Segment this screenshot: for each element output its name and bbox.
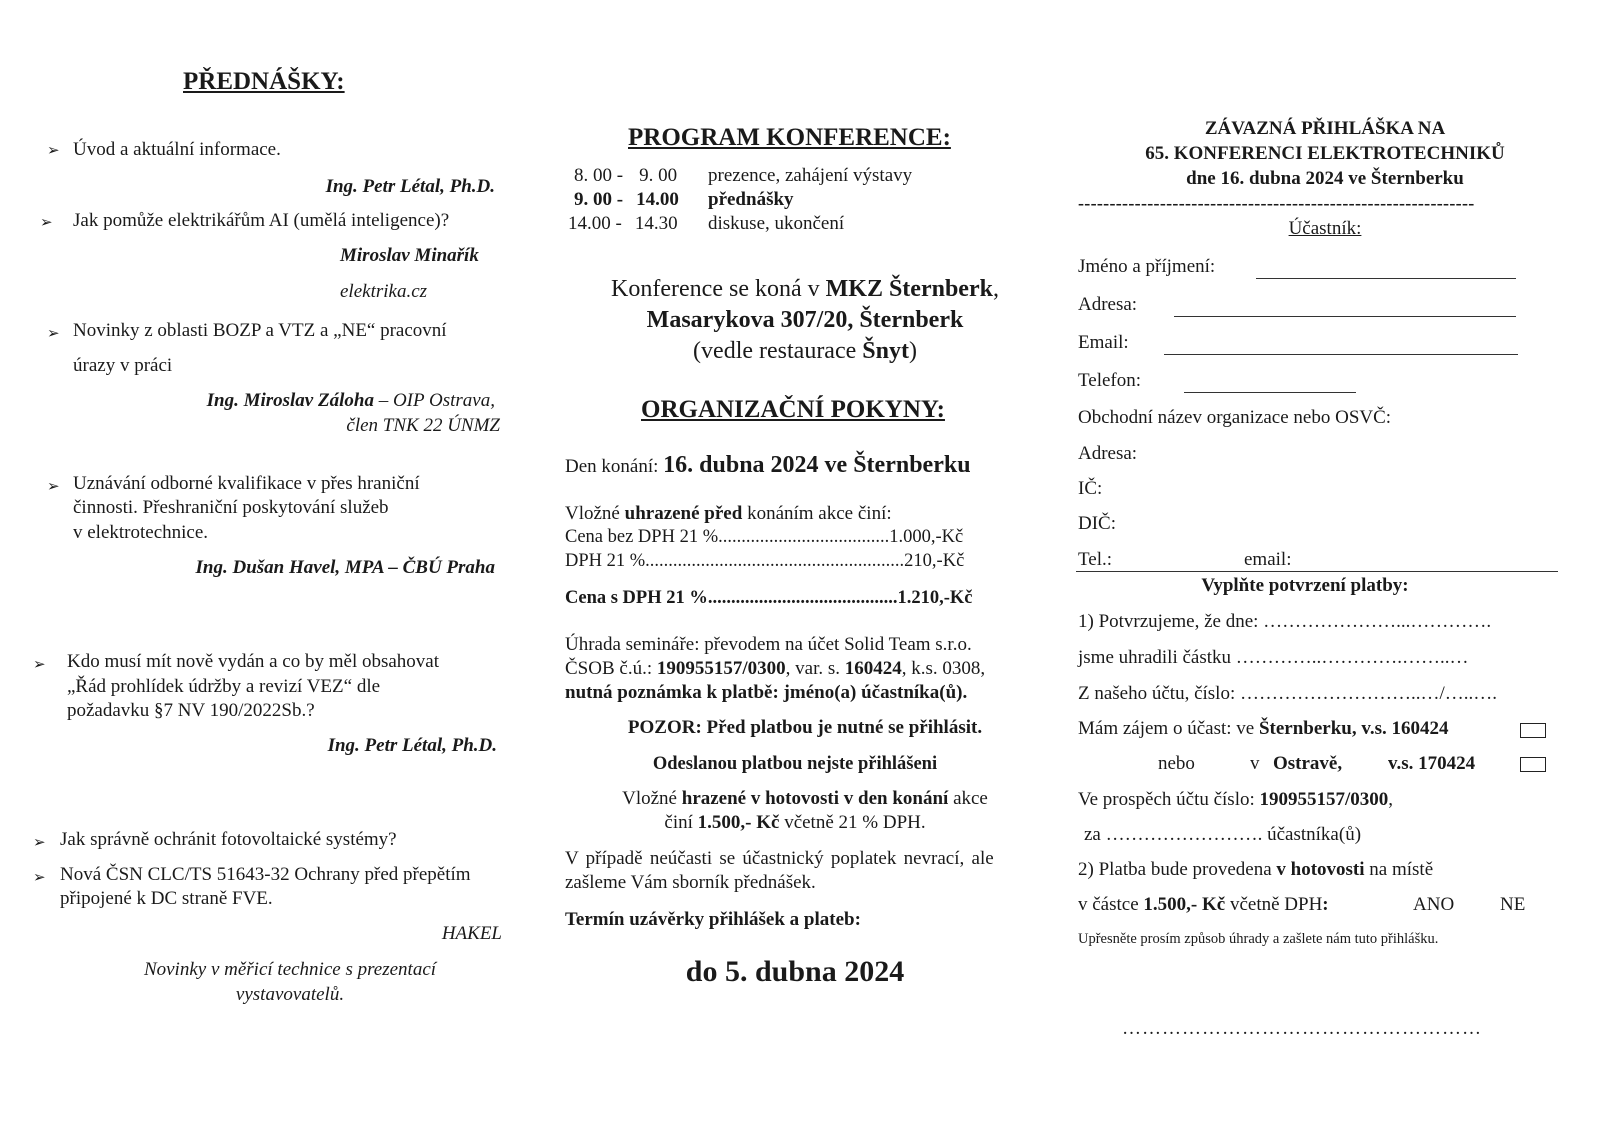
program-column	[550, 0, 1060, 1132]
schedule-time-from: 8. 00 -	[574, 165, 624, 186]
arrow-bullet-icon: ➢	[47, 326, 60, 342]
deadline-label: Termín uzávěrky přihlášek a plateb:	[565, 909, 861, 930]
venue-prefix: Konference se koná v	[611, 276, 826, 302]
fee-intro-c: konáním akce činí:	[742, 503, 892, 524]
lectures-footer-line: Novinky v měřicí technice s prezentací	[143, 959, 437, 980]
schedule-time-to: 14.00	[636, 189, 679, 210]
ic-label: IČ:	[1078, 478, 1103, 499]
lecture-title: Kdo musí mít nově vydán a co by měl obsahovat	[67, 651, 440, 672]
schedule-time-from: 14.00 -	[568, 213, 622, 234]
schedule-desc: prezence, zahájení výstavy	[708, 165, 913, 186]
org-name-label: Obchodní název organizace nebo OSVČ:	[1078, 407, 1392, 428]
cash-fee	[550, 788, 1060, 810]
cash-fee-amount-b: 1.500,- Kč	[697, 812, 780, 833]
lecture-speaker: Ing. Dušan Havel, MPA – ČBÚ Praha	[195, 557, 495, 578]
venue-name: MKZ Šternberk	[825, 276, 993, 302]
cash-payment-line	[1078, 859, 1433, 881]
cash-fee-amount-c: včetně 21 % DPH.	[779, 812, 926, 833]
cash-fee-b: hrazené v hotovosti v den konání	[681, 788, 949, 809]
cash-amount-colon: :	[1322, 894, 1329, 915]
lecture-title: Nová ČSN CLC/TS 51643-32 Ochrany před přepětím	[60, 864, 471, 885]
phone-field[interactable]	[1184, 392, 1356, 393]
form-title-line: ZÁVAZNÁ PŘIHLÁŠKA NA	[1204, 118, 1446, 139]
schedule-time-from: 9. 00 -	[574, 189, 624, 210]
payment-date-line: 1) Potvrzujeme, že dne: …………………...………….	[1078, 611, 1492, 632]
lecture-title: připojené k DC straně FVE.	[60, 888, 273, 909]
payment-account: 190955157/0300	[656, 658, 786, 679]
venue-address: Masarykova 307/20, Šternberk	[646, 307, 964, 333]
payment-account-line: Z našeho účtu, číslo: ………………………..…/…..….	[1078, 683, 1498, 704]
lecture-title: úrazy v práci	[73, 355, 173, 376]
arrow-bullet-icon: ➢	[47, 479, 60, 495]
address-field[interactable]	[1174, 316, 1516, 317]
participants-count-line: za ……………………. účastníka(ů)	[1084, 824, 1362, 845]
option-yes[interactable]: ANO	[1413, 894, 1455, 915]
checkbox-sternberk[interactable]	[1520, 723, 1546, 738]
lecture-speaker-org: elektrika.cz	[340, 281, 428, 302]
lecture-speaker: Ing. Petr Létal, Ph.D.	[325, 176, 495, 197]
beneficiary-number: 190955157/0300	[1259, 789, 1389, 810]
lectures-heading: PŘEDNÁŠKY:	[183, 68, 345, 95]
venue-note-suffix: )	[908, 338, 917, 364]
venue-comma: ,	[992, 276, 999, 302]
attendance-sternberk-vs: Šternberku, v.s. 160424	[1258, 718, 1449, 739]
absence-policy: zašleme Vám sborník přednášek.	[565, 872, 816, 893]
lectures-column	[0, 0, 540, 1132]
arrow-bullet-icon: ➢	[33, 657, 46, 673]
participant-label: Účastník:	[1288, 218, 1362, 239]
signature-line[interactable]: ………………………………………………	[1122, 1018, 1482, 1039]
form-note: Upřesněte prosím způsob úhrady a zašlete nám tuto přihlášku.	[1078, 931, 1439, 947]
cash-fee-amount	[550, 812, 1040, 834]
lecture-title: činnosti. Přeshraniční poskytování služeb	[73, 497, 389, 518]
lecture-title: Novinky z oblasti BOZP a VTZ a „NE“ pracovní	[73, 320, 447, 341]
fee-intro	[565, 503, 892, 525]
arrow-bullet-icon: ➢	[33, 870, 46, 886]
price-no-vat: Cena bez DPH 21 %.....................................1.000,-Kč	[565, 527, 964, 547]
fee-intro-a: Vložné	[565, 503, 625, 524]
attendance-ostrava: Ostravě,	[1273, 753, 1343, 774]
form-title	[1090, 116, 1560, 191]
cash-amount-b: 1.500,- Kč	[1143, 894, 1226, 915]
event-date-value: 16. dubna 2024 ve Šternberku	[663, 452, 971, 478]
lecture-title: v elektrotechnice.	[73, 522, 209, 543]
cash-amount-c: včetně DPH	[1225, 894, 1323, 915]
cash-fee-c: akce	[948, 788, 988, 809]
lecture-speaker: HAKEL	[441, 923, 502, 944]
schedule-time-to: 9. 00	[639, 165, 678, 186]
payment-warning: POZOR: Před platbou je nutné se přihlásit.	[627, 717, 983, 738]
schedule-time	[568, 213, 678, 235]
form-divider-dashes: ---------------------------------------------------------------	[1078, 193, 1475, 213]
attendance-prefix: Mám zájem o účast: ve	[1078, 718, 1259, 739]
venue-line	[550, 274, 1060, 305]
email-field[interactable]	[1164, 354, 1518, 355]
cash-payment-a: 2) Platba bude provedena	[1078, 859, 1277, 880]
org-address-label: Adresa:	[1078, 443, 1138, 464]
vat-amount: DPH 21 %........................................................210,-Kč	[565, 551, 965, 571]
attendance-ostrava-vs: v.s. 170424	[1388, 753, 1476, 774]
lecture-title: Jak pomůže elektrikářům AI (umělá inteligence)?	[73, 210, 450, 231]
payment-line	[565, 658, 985, 680]
dic-label: DIČ:	[1078, 513, 1116, 534]
lecture-speaker: Ing. Petr Létal, Ph.D.	[327, 735, 497, 756]
lecture-title: Jak správně ochránit fotovoltaické systémy?	[60, 829, 397, 850]
lectures-footer	[90, 957, 490, 1007]
lecture-title: Uznávání odborné kvalifikace v přes hraniční	[73, 473, 420, 494]
arrow-bullet-icon: ➢	[40, 215, 53, 231]
lecture-speaker	[207, 390, 495, 412]
payment-line: Úhrada semináře: převodem na účet Solid Team s.r.o.	[565, 634, 972, 655]
email2-label: email:	[1244, 549, 1292, 570]
program-heading: PROGRAM KONFERENCE:	[628, 124, 951, 151]
lecture-speaker-org: člen TNK 22 ÚNMZ	[346, 415, 500, 436]
cash-payment-c: na místě	[1364, 859, 1434, 880]
payment-amount-line: jsme uhradili částku …………..………….……..…	[1078, 647, 1469, 668]
program-schedule	[550, 165, 1060, 245]
lectures-footer-line: vystavovatelů.	[235, 984, 345, 1005]
venue-note-name: Šnyt	[862, 338, 909, 364]
arrow-bullet-icon: ➢	[47, 143, 60, 159]
name-field[interactable]	[1256, 278, 1516, 279]
arrow-bullet-icon: ➢	[33, 835, 46, 851]
price-with-vat: Cena s DPH 21 %.........................................1.210,-Kč	[565, 588, 973, 608]
schedule-desc: diskuse, ukončení	[708, 213, 845, 234]
lecture-title: „Řád prohlídek údržby a revizí VEZ“ dle	[67, 676, 381, 697]
payment-ks: , k.s. 0308,	[901, 658, 986, 679]
payment-account-label: ČSOB č.ú.:	[565, 658, 657, 679]
payment-vs: 160424	[844, 658, 902, 679]
schedule-desc: přednášky	[708, 189, 794, 210]
attendance-sternberk	[1078, 718, 1448, 740]
phone-label: Telefon:	[1078, 370, 1142, 391]
attendance-in: v	[1250, 753, 1260, 774]
schedule-time	[574, 189, 679, 211]
lecture-speaker: Miroslav Minařík	[340, 245, 479, 266]
beneficiary-account	[1078, 789, 1393, 811]
cash-amount-line	[1078, 894, 1329, 916]
venue-note-prefix: (vedle restaurace	[693, 338, 863, 364]
name-label: Jméno a příjmení:	[1078, 256, 1216, 277]
payment-vs-label: , var. s.	[785, 658, 845, 679]
cash-amount-a: v částce	[1078, 894, 1144, 915]
venue-note	[550, 336, 1060, 367]
absence-policy: V případě neúčasti se účastnický poplatek nevrací, ale	[565, 848, 994, 869]
form-separator	[1076, 571, 1558, 572]
option-no[interactable]: NE	[1500, 894, 1526, 915]
venue-info	[550, 274, 1060, 367]
attendance-or: nebo	[1158, 753, 1195, 774]
lecture-title: požadavku §7 NV 190/2022Sb.?	[67, 700, 315, 721]
payment-note: nutná poznámka k platbě: jméno(a) účastníka(ů).	[565, 682, 968, 703]
address-label: Adresa:	[1078, 294, 1138, 315]
lecture-speaker-name: Ing. Miroslav Záloha	[206, 390, 374, 411]
schedule-time-to: 14.30	[634, 213, 678, 234]
beneficiary-label: Ve prospěch účtu číslo:	[1078, 789, 1260, 810]
beneficiary-comma: ,	[1388, 789, 1394, 810]
deadline-value: do 5. dubna 2024	[685, 955, 905, 988]
payment-heading: Vyplňte potvrzení platby:	[1201, 575, 1409, 596]
registration-form	[1078, 0, 1590, 1132]
cash-fee-amount-a: činí	[664, 812, 698, 833]
event-date	[565, 452, 971, 479]
event-date-label: Den konání:	[565, 456, 664, 477]
schedule-time	[574, 165, 677, 187]
form-title-line: 65. KONFERENCI ELEKTROTECHNIKŮ	[1145, 143, 1505, 164]
lecture-title: Úvod a aktuální informace.	[73, 139, 281, 160]
lecture-speaker-org: – OIP Ostrava,	[373, 390, 495, 411]
cash-fee-a: Vložné	[622, 788, 682, 809]
tel-label: Tel.:	[1078, 549, 1113, 570]
cash-payment-b: v hotovosti	[1276, 859, 1365, 880]
org-heading: ORGANIZAČNÍ POKYNY:	[641, 396, 945, 423]
form-title-line: dne 16. dubna 2024 ve Šternberku	[1186, 168, 1464, 189]
payment-warning-note: Odeslanou platbou nejste přihlášeni	[652, 754, 938, 774]
checkbox-ostrava[interactable]	[1520, 757, 1546, 772]
fee-intro-b: uhrazené před	[624, 503, 743, 524]
email-label: Email:	[1078, 332, 1129, 353]
